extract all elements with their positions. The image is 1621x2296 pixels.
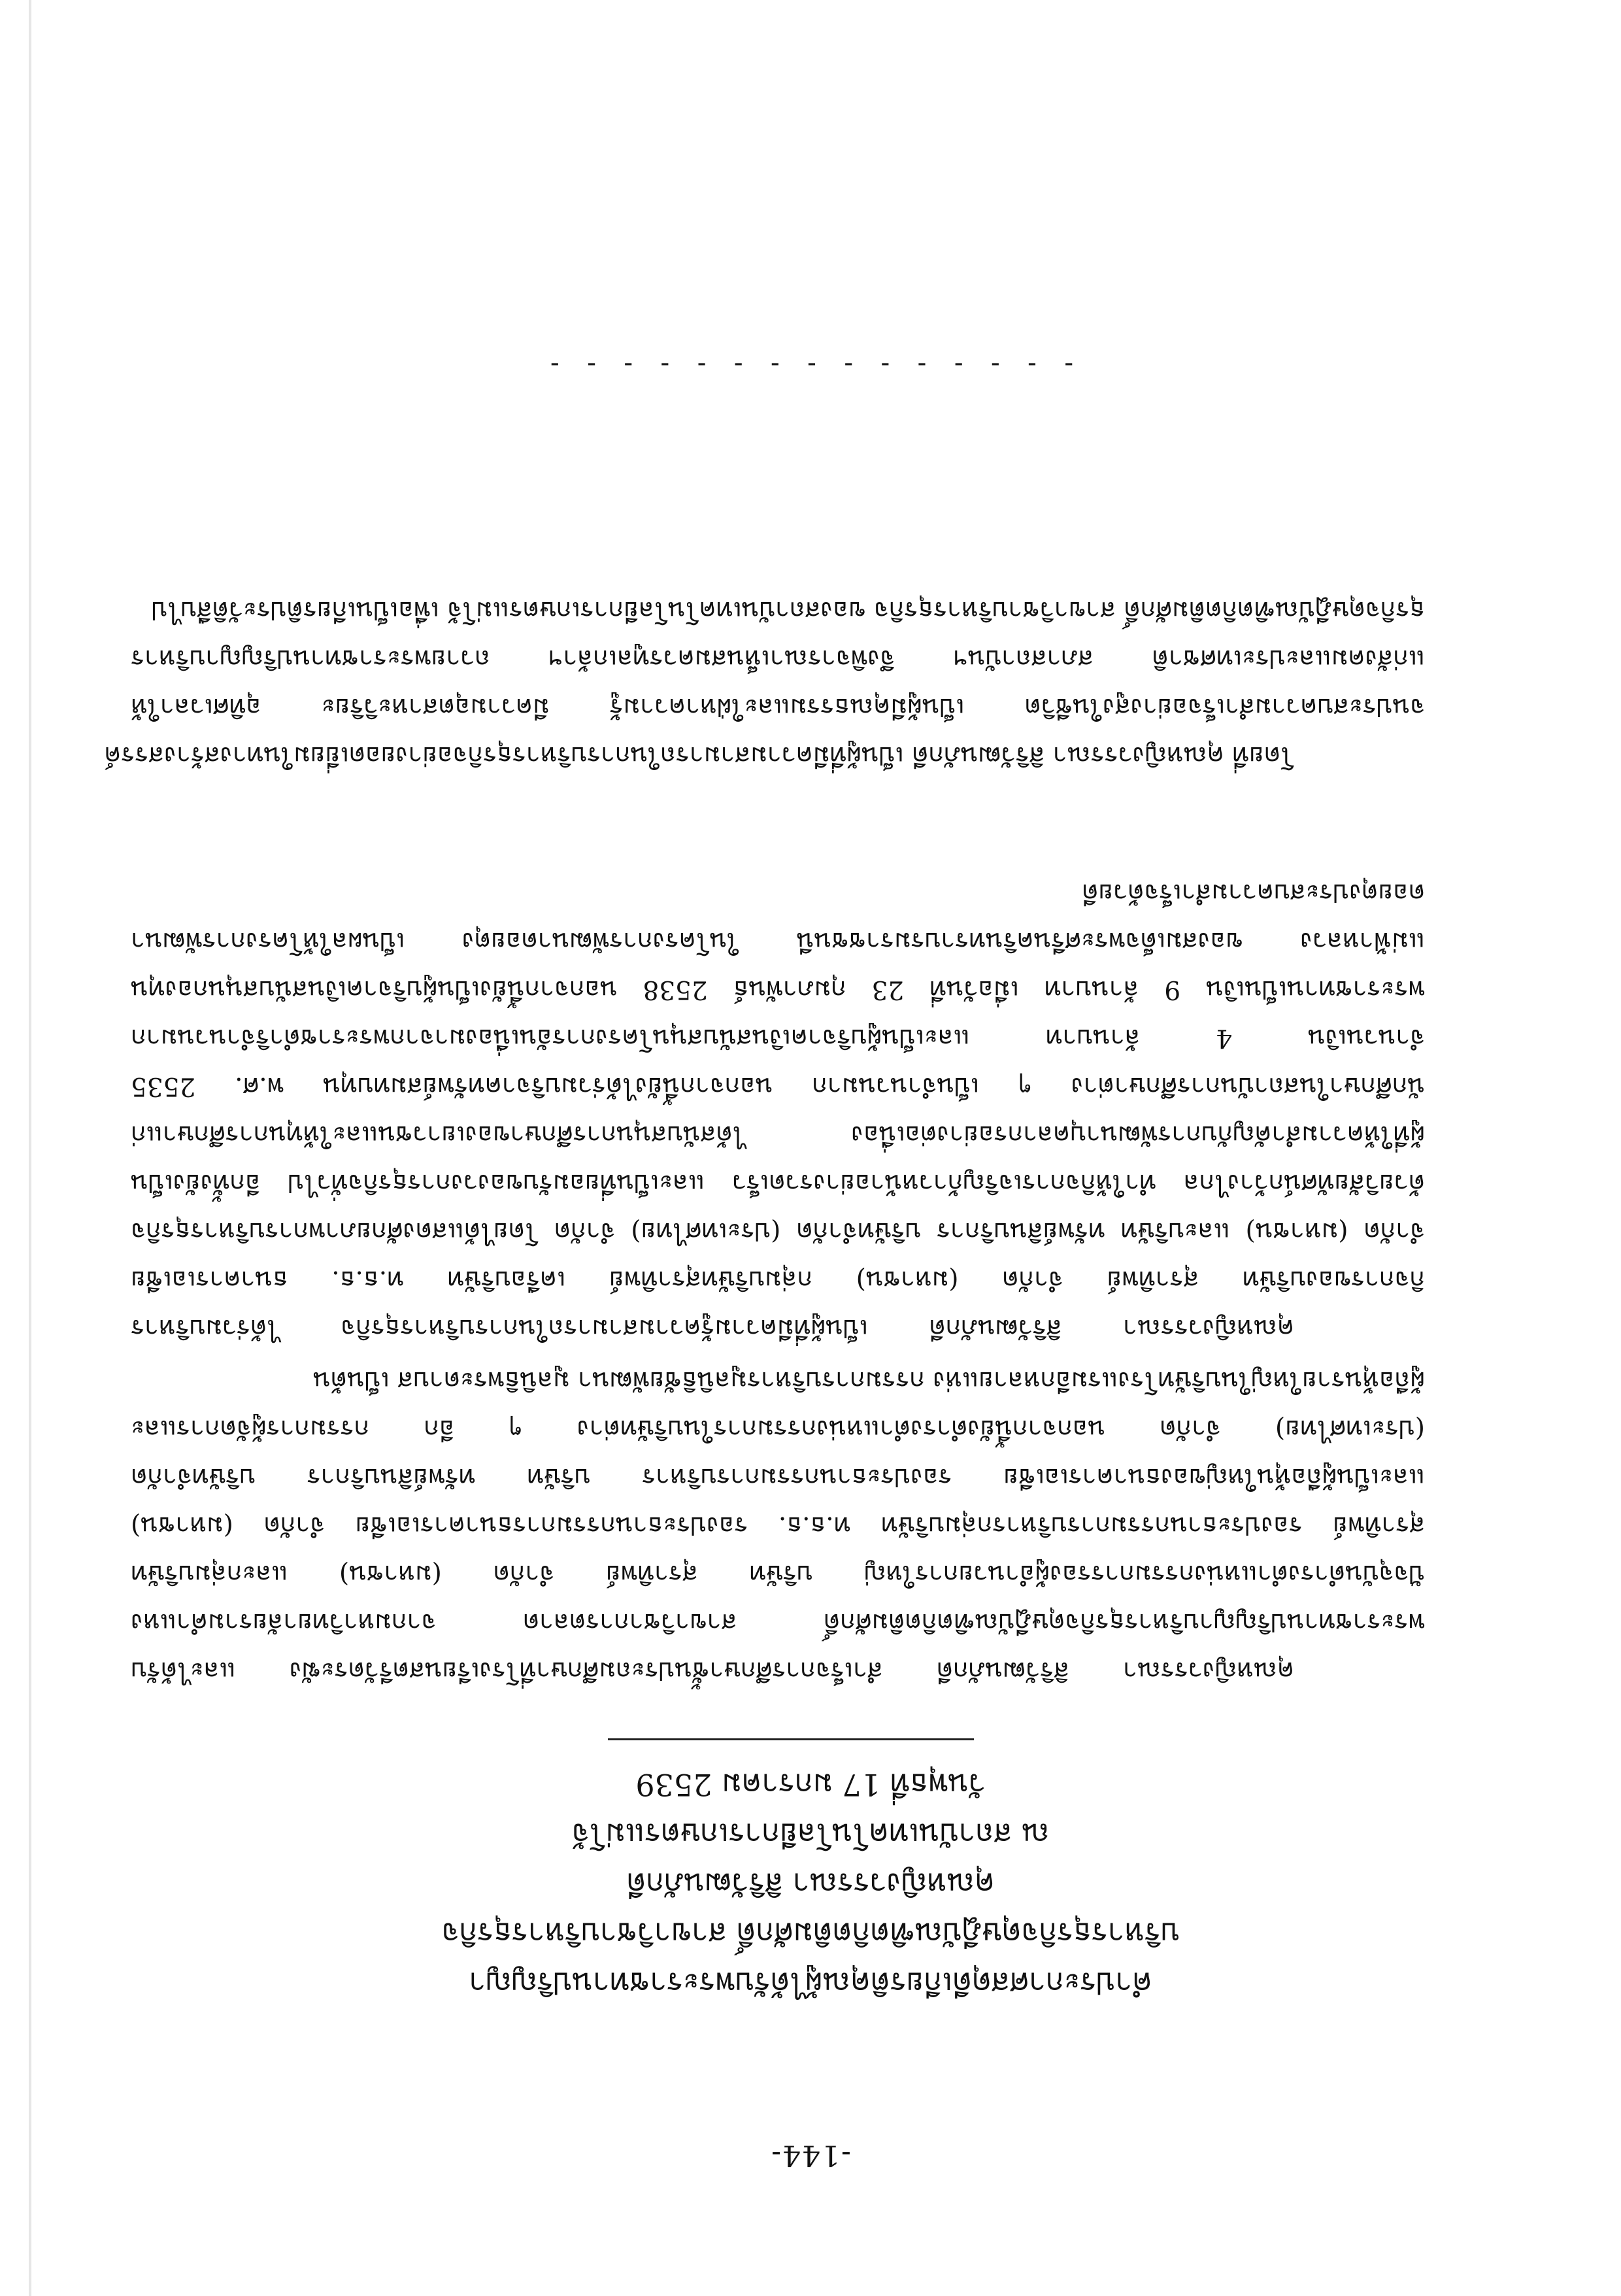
header-divider <box>608 1738 974 1740</box>
body-line: ผู้ที่ให้ความสำคัญกับการพัฒนาบุคลากรอย่างต่อเนื่อง ได้สนับสนุนการศึกษาของเยาวชนและให้ทุนการศึกษาแก่ <box>131 1120 1425 1149</box>
paragraph-conclusion <box>104 586 1425 779</box>
body-line: จำนวนเงิน 4 ล้านบาท และเป็นผู้บริจาคเงินสนับสนุนโครงการอันเนื่องมาจากพระราชดำริจำนวนมาก <box>131 1023 1425 1053</box>
body-line: พระราชทานเป็นเงิน 9 ล้านบาท เมื่อวันที่ 23 กุมภาพันธ์ 2538 นอกจากนี้ยังเป็นผู้บริจาคเงินสนับสนุนกองทุน <box>131 975 1425 1004</box>
body-line: พระราชทานปริญญาบริหารธุรกิจดุษฎีบัณฑิตกิตติมศักดิ์ สาขาวิชาการตลาด จากมหาวิทยาลัยรามคำแหง <box>131 1608 1425 1637</box>
header-line: คุณหญิงวรรณา สิริวัฒนภักดี <box>626 1866 995 1902</box>
body-line: แก่สังคมและประเทศชาติ สภาสถาบันฯ จึงพิจารณาเห็นสมควรทูลเกล้าฯ ถวายพระราชทานปริญญาบริหาร <box>131 644 1425 673</box>
header-line: ณ สถาบันเทคโนโลยีการเกษตรแม่โจ้ <box>571 1817 1050 1852</box>
end-separator: - - - - - - - - - - - - - - - <box>544 350 1077 380</box>
body-line: จนประสบความสำเร็จอย่างสูงในชีวิต เป็นผู้มีคุณธรรมและใฝ่หาความรู้ มีความอุตสาหะวิริยะ อุทิศเวลาให้ <box>131 692 1425 722</box>
scan-edge <box>29 0 31 2296</box>
citation-header <box>157 1760 1464 2008</box>
header-line: คำประกาศสดุดีเกียรติคุณผู้ได้รับพระราชทานปริญญา <box>469 1966 1152 2001</box>
body-line: แม่ฟ้าหลวง ของสมเด็จพระศรีนครินทราบรมราชชนนี ในโครงการพัฒนาดอยตุง เป็นผลให้โครงการพัฒนา <box>131 926 1425 956</box>
body-line: (ประเทศไทย) จำกัด นอกจากนี้ยังดำรงตำแหน่งกรรมการในบริษัทต่าง ๆ อีก กรรมการผู้จัดการและ <box>131 1414 1425 1443</box>
body-line: คุณหญิงวรรณา สิริวัฒนภักดี เป็นผู้ที่มีความรู้ความสามารถในการบริหารธุรกิจ ได้ร่วมบริหาร <box>131 1313 1294 1343</box>
paragraph-achievements <box>131 868 1425 1352</box>
body-line: ปัจจุบันดำรงตำแหน่งกรรมการรองผู้อำนวยการใหญ่ บริษัท สุราทิพย์ จำกัด (มหาชน) และกลุ่มบริษัท <box>131 1559 1425 1589</box>
body-line: ดอยตุงประสบความสำเร็จด้วยดี <box>1081 878 1425 907</box>
body-line: นักศึกษาในสถาบันการศึกษาต่าง ๆ เป็นจำนวนมาก นอกจากนี้ยังได้ร่วมบริจาคทรัพย์สมทบทุน พ.ศ. 2535 <box>131 1072 1425 1101</box>
body-line: กิจการของบริษัท สุราทิพย์ จำกัด (มหาชน) กลุ่มบริษัทสุราทิพย์ เครือบริษัท ท.ธ.ธ. ธนาคารเอเชีย <box>131 1265 1425 1294</box>
body-line: ด้วยวิสัยทัศน์กว้างไกล ทำให้กิจการเจริญก้าวหน้าอย่างรวดเร็ว และเป็นที่ยอมรับของวงการธุรกิจทั่วไป อีกทั้งยังเป็น <box>131 1168 1425 1198</box>
body-line: จำกัด (มหาชน) และบริษัท ทรัพย์สินบริการ บริษัทจำกัด (ประเทศไทย) จำกัด โดยได้แสดงศักยภาพการบริหารธุรกิจ <box>131 1217 1425 1246</box>
body-line: โดยที่ คุณหญิงวรรณา สิริวัฒนภักดี เป็นผู้ที่มีความสามารถในการบริหารธุรกิจอย่างยอดเยี่ยมในทางสร้างสรรค์ <box>104 741 1294 770</box>
header-line: บริหารธุรกิจดุษฎีบัณฑิตกิตติมศักดิ์ สาขาวิชาบริหารธุรกิจ <box>441 1916 1180 1951</box>
body-line: ธุรกิจดุษฎีบัณฑิตกิตติมศักดิ์ สาขาวิชาบริหารธุรกิจ ของสถาบันเทคโนโลยีการเกษตรแม่โจ้ เพื่อเป็นเกียรติประวัติสืบไป <box>151 596 1425 625</box>
body-line: ผู้ถือหุ้นรายใหญ่ในบริษัทโรงแรมอีกหลายแห่ง กรรมการบริหารมูลนิธิชัยพัฒนา มูลนิธิพระดาบส เป็นต้น <box>313 1366 1425 1395</box>
body-line: สุราทิพย์ รองประธานกรรมการบริหารกลุ่มบริษัท ท.ธ.ธ. รองประธานกรรมการธนาคารเอเชีย จำกัด (มหาชน) <box>131 1511 1425 1540</box>
body-line: คุณหญิงวรรณา สิริวัฒนภักดี สำเร็จการศึกษาชั้นประถมศึกษาที่โรงเรียนสตรีวัดระฆัง และได้รับ <box>131 1656 1294 1685</box>
paragraph-biography <box>131 1356 1425 1695</box>
header-line: วันพุธที่ 17 มกราคม 2539 <box>635 1767 986 1802</box>
page-number: -144- <box>770 2138 851 2172</box>
body-line: และเป็นผู้ถือหุ้นใหญ่ของธนาคารเอเชีย รองประธานกรรมการบริหาร บริษัท ทรัพย์สินบริการ บริษัทจำกัด <box>131 1462 1425 1492</box>
citation-body-upper <box>131 864 1425 1695</box>
citation-body-lower <box>104 582 1425 779</box>
